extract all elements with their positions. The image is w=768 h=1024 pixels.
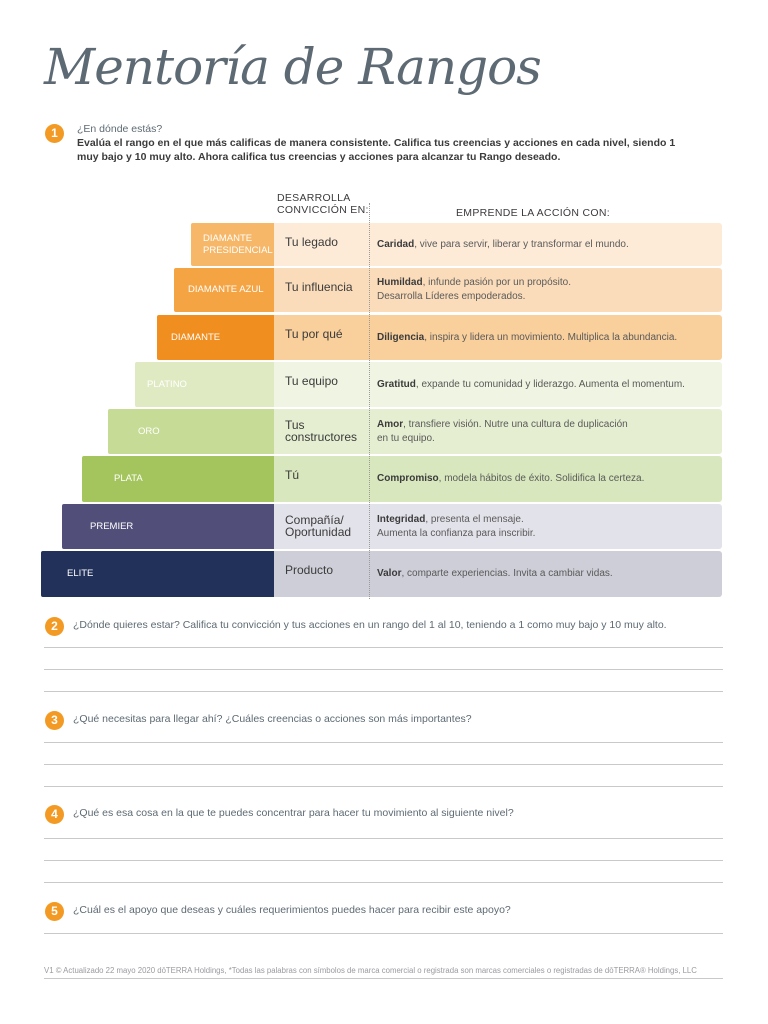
rank-step — [82, 456, 274, 502]
conviction-cell: Tu equipo — [274, 362, 370, 407]
question-1-subtitle: ¿En dónde estás? — [77, 123, 163, 135]
rank-label: DIAMANTE AZUL — [188, 284, 264, 295]
action-cell: Compromiso, modela hábitos de éxito. Solidifica la certeza. — [370, 456, 722, 502]
rank-label: DIAMANTE — [171, 331, 221, 343]
page-title: Mentoría de Rangos — [44, 38, 541, 96]
rank-label: PLATA — [114, 473, 143, 484]
rank-step — [135, 362, 274, 407]
answer-line[interactable] — [44, 764, 723, 765]
action-keyword: Gratitud — [377, 378, 416, 390]
answer-line[interactable] — [44, 691, 723, 692]
question-1-text: Evalúa el rango en el que más calificas de manera consistente. Califica tus creencias y acciones en cada nivel, siendo 1 muy bajo y 10 muy alto. Ahora califica tus creencias y acciones para alcanzar tu Rango deseado. — [77, 137, 676, 163]
action-cell: Diligencia, inspira y lidera un movimiento. Multiplica la abundancia. — [370, 315, 722, 360]
answer-line[interactable] — [44, 838, 723, 839]
rank-label: PREMIER — [90, 520, 134, 532]
answer-line[interactable] — [44, 786, 723, 787]
question-4-number: 4 — [45, 805, 64, 824]
answer-line[interactable] — [44, 669, 723, 670]
action-keyword: Diligencia — [377, 331, 425, 343]
conviction-cell: Compañía/ Oportunidad — [274, 504, 370, 549]
action-keyword: Integridad — [377, 513, 426, 525]
rank-step — [191, 223, 274, 266]
conviction-header: DESARROLLA CONVICCIÓN EN: — [277, 192, 369, 216]
action-cell: Amor, transfiere visión. Nutre una cultura de duplicación en tu equipo. — [370, 409, 722, 454]
rank-step — [174, 268, 274, 312]
action-header: EMPRENDE LA ACCIÓN CON: — [456, 207, 610, 219]
conviction-cell: Tu por qué — [274, 315, 370, 360]
conviction-cell: Tú — [274, 456, 370, 502]
rank-step — [157, 315, 274, 360]
footer-divider — [44, 978, 723, 979]
rank-step — [62, 504, 274, 549]
action-keyword: Humildad — [377, 277, 423, 288]
rank-step — [108, 409, 274, 454]
question-5-text: ¿Cuál es el apoyo que deseas y cuáles requerimientos puedes hacer para recibir este apoyo? — [73, 904, 511, 916]
action-cell: Gratitud, expande tu comunidad y liderazgo. Aumenta el momentum. — [370, 362, 722, 407]
answer-line[interactable] — [44, 933, 723, 934]
question-3-text: ¿Qué necesitas para llegar ahí? ¿Cuáles creencias o acciones son más importantes? — [73, 713, 472, 725]
action-keyword: Caridad — [377, 238, 415, 250]
rank-label: ELITE — [67, 568, 94, 579]
conviction-cell: Producto — [274, 551, 370, 597]
question-2-number: 2 — [45, 617, 64, 636]
answer-line[interactable] — [44, 742, 723, 743]
question-2-text: ¿Dónde quieres estar? Califica tu convicción y tus acciones en un rango del 1 al 10, teniendo a 1 como muy bajo y 10 muy alto. — [73, 619, 667, 631]
action-keyword: Compromiso — [377, 473, 439, 484]
answer-line[interactable] — [44, 860, 723, 861]
action-cell: Integridad, presenta el mensaje. Aumenta la confianza para inscribir. — [370, 504, 722, 549]
question-4-text: ¿Qué es esa cosa en la que te puedes concentrar para hacer tu movimiento al siguiente nivel? — [73, 807, 514, 819]
action-keyword: Amor — [377, 418, 404, 430]
question-3-number: 3 — [45, 711, 64, 730]
answer-line[interactable] — [44, 882, 723, 883]
action-cell: Humildad, infunde pasión por un propósito. Desarrolla Líderes empoderados. — [370, 268, 722, 312]
question-1 — [77, 122, 697, 164]
dotted-divider — [369, 203, 370, 599]
rank-label: ORO — [138, 425, 160, 437]
conviction-cell: Tus constructores — [274, 409, 370, 454]
question-1-number: 1 — [45, 124, 64, 143]
conviction-cell: Tu legado — [274, 223, 370, 266]
action-cell: Caridad, vive para servir, liberar y transformar el mundo. — [370, 223, 722, 266]
conviction-cell: Tu influencia — [274, 268, 370, 312]
action-cell: Valor, comparte experiencias. Invita a cambiar vidas. — [370, 551, 722, 597]
answer-line[interactable] — [44, 647, 723, 648]
footer-note: V1 © Actualizado 22 mayo 2020 dōTERRA Holdings, *Todas las palabras con símbolos de marca comercial o registrada son marcas comerciales o registradas de dōTERRA® Holdings, LLC — [44, 966, 697, 975]
rank-label: PLATINO — [147, 378, 187, 390]
rank-step — [41, 551, 274, 597]
rank-label: DIAMANTE PRESIDENCIAL — [203, 232, 273, 256]
action-keyword: Valor — [377, 568, 402, 579]
question-5-number: 5 — [45, 902, 64, 921]
